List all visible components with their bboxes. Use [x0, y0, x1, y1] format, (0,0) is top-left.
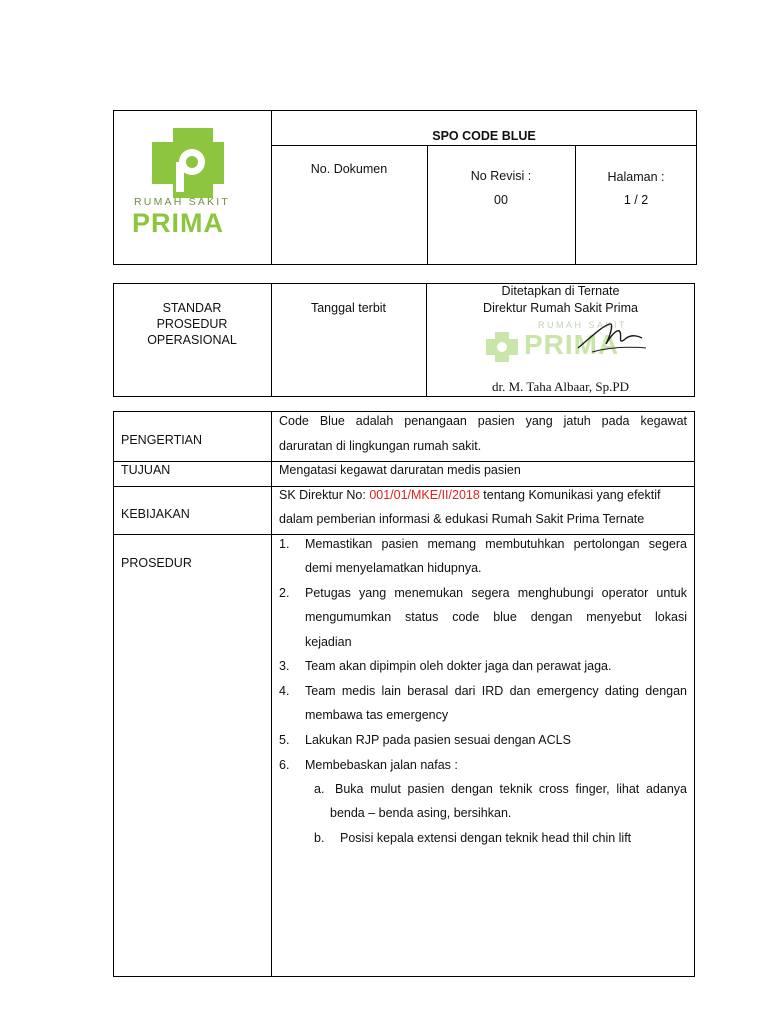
- logo-small-text: RUMAH SAKIT: [134, 196, 230, 208]
- kebijakan-text: dalam pemberian informasi & edukasi Rumah Sakit Prima Ternate: [279, 512, 645, 526]
- step-number: 1.: [279, 537, 290, 551]
- direktur-label: Direktur Rumah Sakit Prima: [483, 301, 638, 315]
- tujuan-label: TUJUAN: [121, 463, 171, 477]
- standar-label: STANDAR: [162, 301, 222, 315]
- pengertian-label: PENGERTIAN: [121, 433, 203, 447]
- kebijakan-label: KEBIJAKAN: [121, 507, 190, 521]
- stamp-small-text: RUMAH SAKIT: [538, 320, 628, 330]
- step-text: Memastikan pasien memang membutuhkan pertolongan segera: [305, 537, 687, 551]
- hospital-logo: [118, 120, 268, 250]
- operasional-label: OPERASIONAL: [147, 333, 237, 347]
- step-text: Team medis lain berasal dari IRD dan emergency dating dengan: [305, 684, 687, 698]
- step-number: 4.: [279, 684, 290, 698]
- tanggal-terbit-label: Tanggal terbit: [310, 301, 387, 315]
- substep-text: benda – benda asing, bersihkan.: [330, 806, 512, 820]
- step-number: 3.: [279, 659, 290, 673]
- logo-big-text: PRIMA: [132, 208, 224, 238]
- no-dokumen-label: No. Dokumen: [310, 162, 388, 176]
- stamp-cross-icon: [482, 330, 522, 364]
- kebijakan-prefix: SK Direktur No:: [279, 488, 370, 502]
- step-number: 2.: [279, 586, 290, 600]
- substep-letter: a.: [314, 782, 325, 796]
- step-text: kejadian: [305, 635, 352, 649]
- document-title: SPO CODE BLUE: [432, 129, 536, 143]
- kebijakan-number: 001/01/MKE/II/2018: [369, 488, 480, 502]
- header-divider: [271, 145, 697, 146]
- halaman-value: 1 / 2: [623, 193, 649, 207]
- pengertian-text: Code Blue adalah penangaan pasien yang jatuh pada kegawat: [279, 414, 687, 428]
- substep-text: Buka mulut pasien dengan teknik cross finger, lihat adanya: [335, 782, 687, 796]
- director-signature: [572, 318, 652, 358]
- substep-text: Posisi kepala extensi dengan teknik head thil chin lift: [340, 831, 632, 845]
- stamp-big-text: PRIMA: [524, 329, 620, 360]
- hospital-logo-icon: [118, 120, 268, 200]
- kebijakan-suffix: tentang Komunikasi yang efektif: [479, 488, 661, 502]
- no-revisi-value: 00: [494, 193, 508, 207]
- step-text: Team akan dipimpin oleh dokter jaga dan perawat jaga.: [305, 659, 612, 673]
- step-number: 6.: [279, 758, 290, 772]
- kebijakan-text: [279, 487, 687, 503]
- prosedur-label: PROSEDUR: [156, 317, 228, 331]
- ditetapkan-label: Ditetapkan di Ternate: [501, 284, 620, 298]
- step-text: Lakukan RJP pada pasien sesuai dengan ACLS: [305, 733, 571, 747]
- no-revisi-label: No Revisi :: [470, 169, 532, 183]
- halaman-label: Halaman :: [607, 170, 665, 184]
- step-text: membawa tas emergency: [305, 708, 449, 722]
- step-text: demi menyelamatkan hidupnya.: [305, 561, 482, 575]
- step-text: Petugas yang menemukan segera menghubungi operator untuk: [305, 586, 687, 600]
- procedure-divider: [271, 411, 272, 977]
- pengertian-text: daruratan di lingkungan rumah sakit.: [279, 439, 482, 453]
- prosedur-label: PROSEDUR: [121, 556, 192, 570]
- step-number: 5.: [279, 733, 290, 747]
- step-text: mengumumkan status code blue dengan menyebut lokasi: [305, 610, 687, 624]
- tujuan-text: Mengatasi kegawat daruratan medis pasien: [279, 463, 521, 477]
- procedure-row-divider: [113, 534, 695, 535]
- signatory-name: dr. M. Taha Albaar, Sp.PD: [492, 379, 629, 394]
- substep-letter: b.: [314, 831, 325, 845]
- step-text: Membebaskan jalan nafas :: [305, 758, 458, 772]
